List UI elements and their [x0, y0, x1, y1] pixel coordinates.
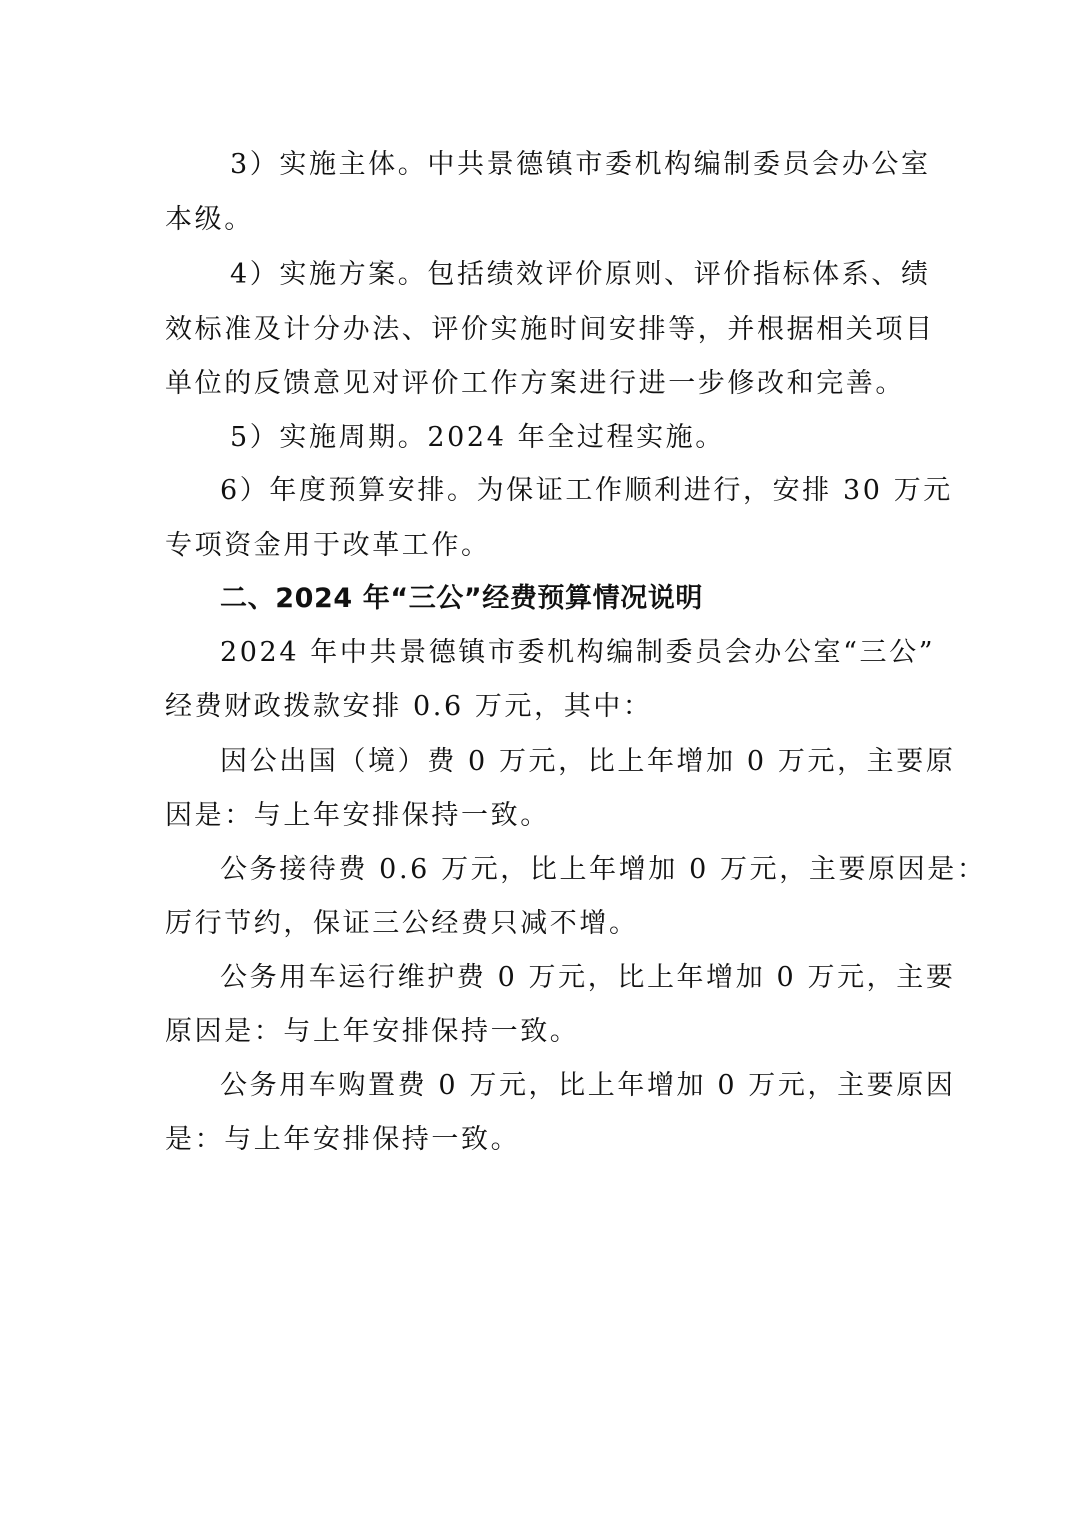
paragraph-line-annual-budget: 6）年度预算安排。为保证工作顺利进行，安排 30 万元 — [220, 475, 953, 506]
paragraph-line: 单位的反馈意见对评价工作方案进行进一步修改和完善。 — [165, 368, 905, 399]
section-heading: 二、2024 年“三公”经费预算情况说明 — [220, 583, 704, 614]
paragraph-line: 厉行节约，保证三公经费只减不增。 — [165, 908, 639, 939]
paragraph-line-implementation-subject: 3）实施主体。中共景德镇市委机构编制委员会办公室 — [230, 149, 931, 180]
paragraph-line-reception: 公务接待费 0.6 万元，比上年增加 0 万元，主要原因是： — [220, 854, 987, 885]
paragraph-line: 原因是：与上年安排保持一致。 — [165, 1016, 580, 1047]
paragraph-line: 本级。 — [165, 204, 254, 235]
paragraph-line-vehicle-purchase: 公务用车购置费 0 万元，比上年增加 0 万元，主要原因 — [220, 1070, 956, 1101]
paragraph-line-overseas-travel: 因公出国（境）费 0 万元，比上年增加 0 万元，主要原 — [220, 746, 956, 777]
paragraph-line-implementation-period: 5）实施周期。2024 年全过程实施。 — [230, 422, 725, 453]
paragraph-line: 2024 年中共景德镇市委机构编制委员会办公室“三公” — [220, 637, 936, 668]
paragraph-line: 因是：与上年安排保持一致。 — [165, 800, 550, 831]
paragraph-line-implementation-plan: 4）实施方案。包括绩效评价原则、评价指标体系、绩 — [230, 259, 931, 290]
paragraph-line: 是：与上年安排保持一致。 — [165, 1124, 521, 1155]
paragraph-line-vehicle-maintenance: 公务用车运行维护费 0 万元，比上年增加 0 万元，主要 — [220, 962, 956, 993]
paragraph-line: 经费财政拨款安排 0.6 万元，其中： — [165, 691, 653, 722]
paragraph-line: 专项资金用于改革工作。 — [165, 530, 491, 561]
paragraph-line: 效标准及计分办法、评价实施时间安排等，并根据相关项目 — [165, 314, 935, 345]
